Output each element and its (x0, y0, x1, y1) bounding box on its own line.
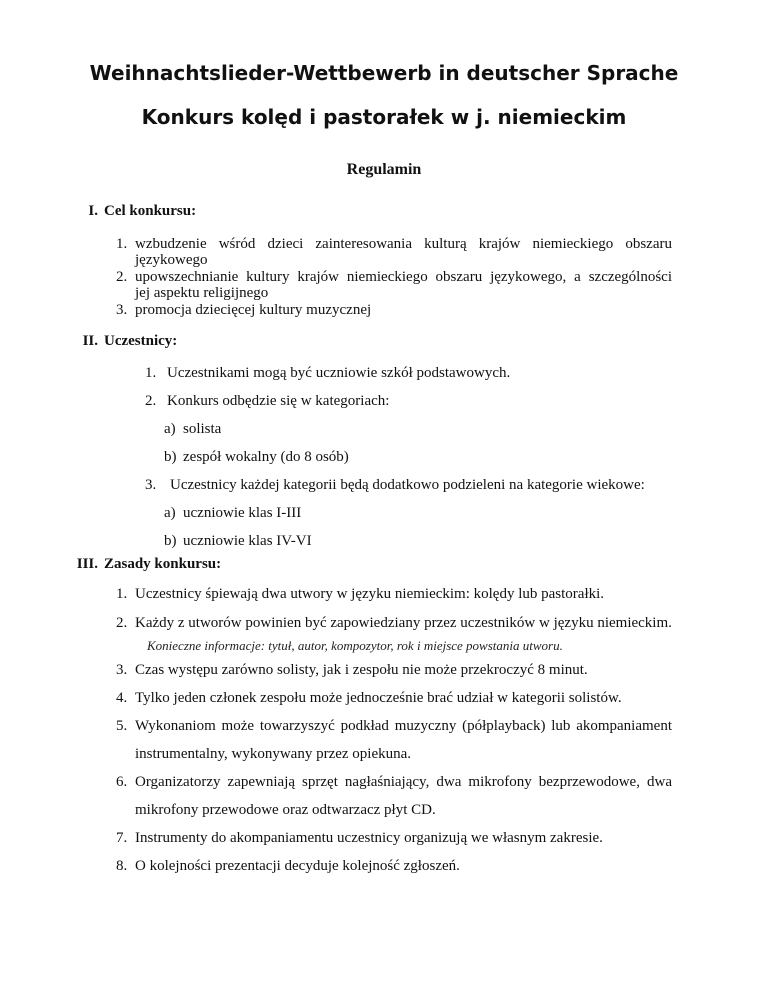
list-item-number: 3. (116, 662, 128, 678)
list-item-number: 1. (145, 365, 157, 381)
list-item: Tylko jeden członek zespołu może jednocześnie brać udział w kategorii solistów. (135, 690, 622, 706)
section-1-heading (70, 203, 196, 220)
list-item-number: 4. (116, 690, 128, 706)
list-item-number: 6. (116, 774, 128, 790)
list-item-continuation: jej aspektu religijnego (135, 285, 269, 301)
list-item-number: 7. (116, 830, 128, 846)
section-1-number: I. (88, 203, 98, 219)
list-item-number: 3. (145, 477, 157, 493)
list-item: Uczestnikami mogą być uczniowie szkół podstawowych. (167, 365, 511, 381)
sublist-item-letter: b) (164, 449, 177, 465)
note-required-info: Konieczne informacje: tytuł, autor, kompozytor, rok i miejsce powstania utworu. (147, 638, 563, 653)
list-item: Wykonaniom może towarzyszyć podkład muzyczny (półplayback) lub akompaniament (135, 718, 672, 734)
list-item-number: 2. (116, 269, 128, 285)
list-item: Czas występu zarówno solisty, jak i zespołu nie może przekroczyć 8 minut. (135, 662, 588, 678)
section-2-heading (70, 333, 177, 350)
section-2-number: II. (82, 333, 98, 349)
title-german: Weihnachtslieder-Wettbewerb in deutscher Sprache (89, 61, 679, 85)
sublist-item: uczniowie klas I-III (183, 505, 302, 521)
list-item-number: 2. (116, 615, 128, 631)
list-item-number: 1. (116, 586, 128, 602)
list-item-continuation: językowego (135, 252, 208, 268)
list-item: O kolejności prezentacji decyduje kolejność zgłoszeń. (135, 858, 460, 874)
list-item-continuation: instrumentalny, wykonywany przez opiekuna. (135, 746, 412, 762)
list-item: Instrumenty do akompaniamentu uczestnicy organizują we własnym zakresie. (135, 830, 603, 846)
list-item: Organizatorzy zapewniają sprzęt nagłaśniający, dwa mikrofony bezprzewodowe, dwa (135, 774, 672, 790)
list-item-number: 8. (116, 858, 128, 874)
section-3-number: III. (76, 556, 98, 572)
list-item: Konkurs odbędzie się w kategoriach: (167, 393, 390, 409)
sublist-item-letter: b) (164, 533, 177, 549)
list-item: wzbudzenie wśród dzieci zainteresowania kulturą krajów niemieckiego obszaru (135, 236, 672, 252)
sublist-item: zespół wokalny (do 8 osób) (183, 449, 349, 465)
section-3-title: Zasady konkursu: (104, 556, 222, 572)
sublist-item-letter: a) (164, 421, 176, 437)
list-item: promocja dziecięcej kultury muzycznej (135, 302, 372, 318)
title-polish: Konkurs kolęd i pastorałek w j. niemieckim (141, 105, 627, 129)
section-2-title: Uczestnicy: (104, 333, 178, 349)
list-item: Każdy z utworów powinien być zapowiedziany przez uczestników w języku niemieckim. (135, 615, 672, 631)
list-item-number: 1. (116, 236, 128, 252)
subtitle-regulamin: Regulamin (346, 161, 422, 178)
list-item-continuation: mikrofony przewodowe oraz odtwarzacz płyt CD. (135, 802, 436, 818)
sublist-item: uczniowie klas IV-VI (183, 533, 312, 549)
section-3-heading (70, 556, 221, 573)
list-item-number: 5. (116, 718, 128, 734)
sublist-item-letter: a) (164, 505, 176, 521)
list-item: Uczestnicy każdej kategorii będą dodatkowo podzieleni na kategorie wiekowe: (170, 477, 645, 493)
sublist-item: solista (183, 421, 222, 437)
list-item: Uczestnicy śpiewają dwa utwory w języku niemieckim: kolędy lub pastorałki. (135, 586, 605, 602)
list-item-number: 3. (116, 302, 128, 318)
section-1-title: Cel konkursu: (104, 203, 197, 219)
list-item: upowszechnianie kultury krajów niemieckiego obszaru językowego, a szczególności (135, 269, 672, 285)
list-item-number: 2. (145, 393, 157, 409)
